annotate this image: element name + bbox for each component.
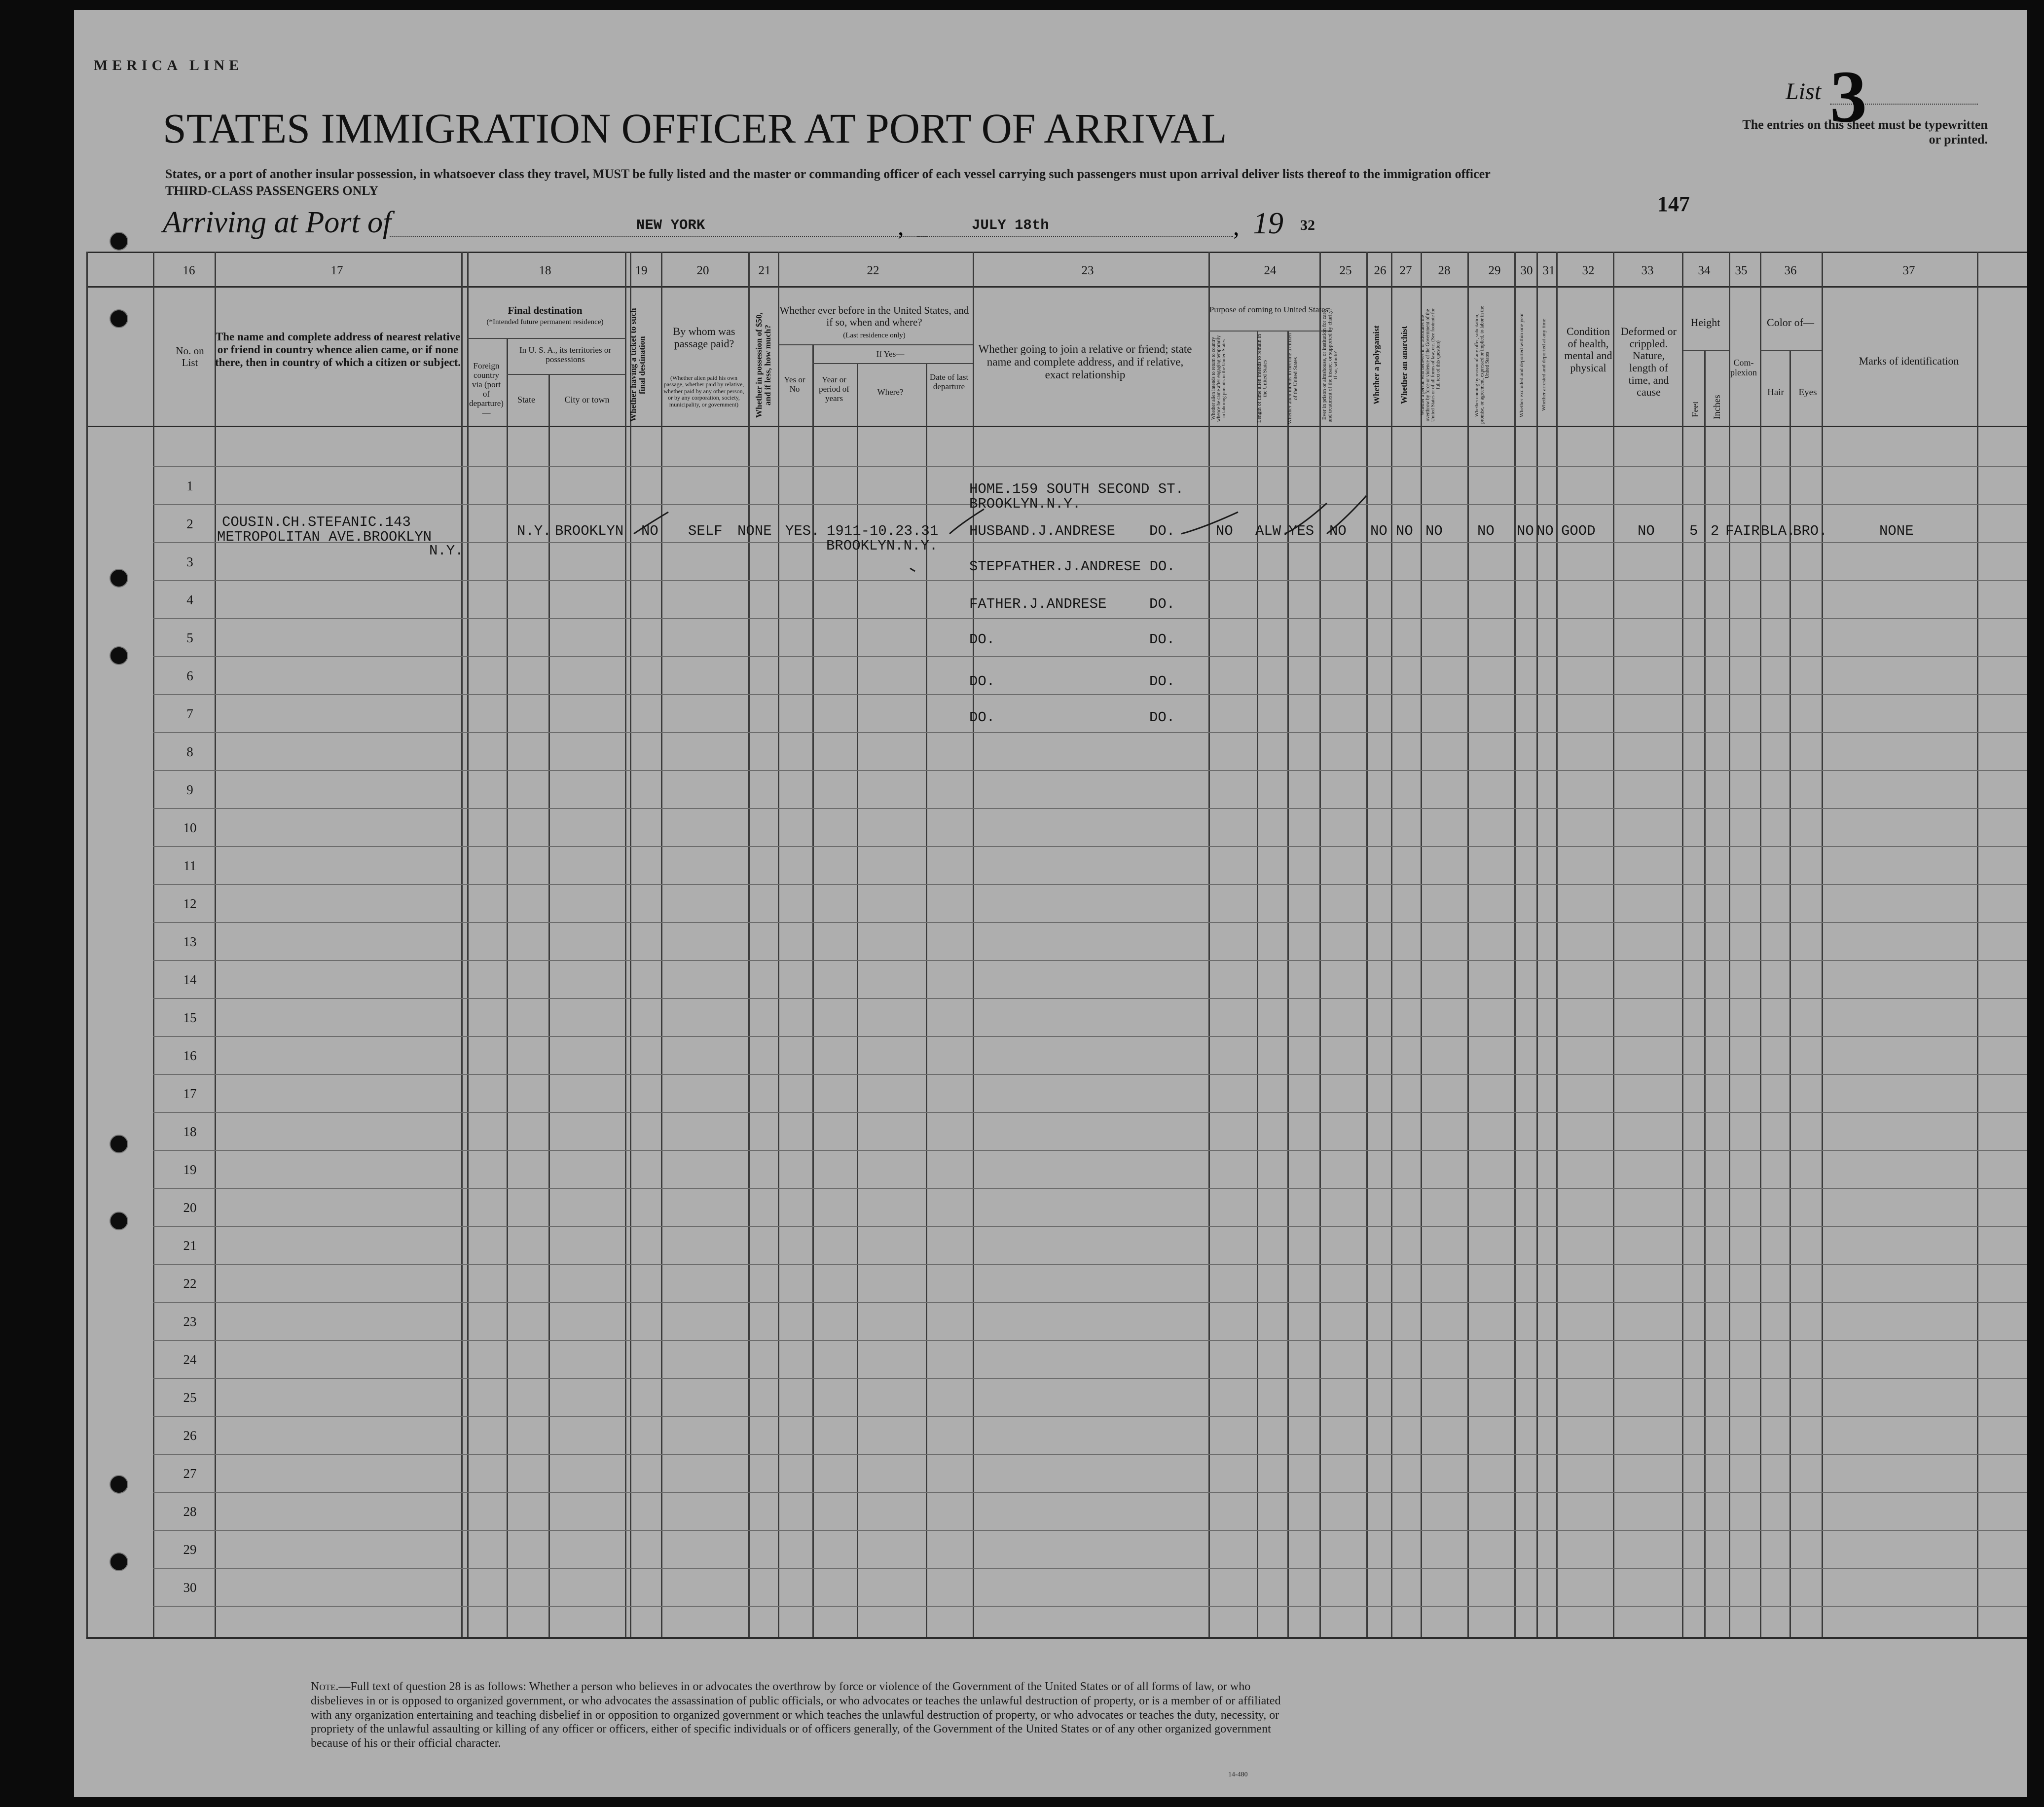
row-number: 7 bbox=[186, 706, 193, 721]
header-inches: Inches bbox=[1712, 395, 1722, 419]
before-in-us-value: YES. bbox=[785, 523, 820, 539]
marks-value: NONE bbox=[1879, 523, 1914, 539]
join-row-7-ditto: DO. bbox=[1149, 709, 1175, 726]
prison-value: NO bbox=[1329, 523, 1347, 539]
destination-state: N.Y. bbox=[517, 523, 551, 539]
colnum-33: 33 bbox=[1641, 264, 1654, 277]
pen-mark bbox=[949, 509, 984, 534]
header-health: Condition of health, mental and physical bbox=[1564, 325, 1612, 374]
header-money: Whether in possession of $50, and if less, how much? bbox=[754, 312, 772, 418]
row-number: 19 bbox=[183, 1162, 197, 1177]
colnum-32: 32 bbox=[1582, 264, 1595, 277]
row-number: 15 bbox=[183, 1010, 197, 1025]
purpose-length-value: ALW. bbox=[1255, 523, 1290, 539]
join-row-6: DO. bbox=[969, 673, 995, 690]
binder-hole bbox=[110, 569, 128, 588]
row-number: 13 bbox=[183, 934, 197, 949]
header-prison: Ever in prison or almshouse, or institution for care and treatment of the insane, or supported by charity? If so, which? bbox=[1321, 308, 1339, 422]
colnum-19: 19 bbox=[635, 264, 648, 277]
arriving-label: Arriving at Port of bbox=[163, 206, 392, 239]
header-no-on-list: No. on List bbox=[176, 345, 204, 369]
colnum-36: 36 bbox=[1784, 264, 1797, 277]
row-number: 20 bbox=[183, 1200, 197, 1215]
header-complexion: Com-plexion bbox=[1730, 358, 1757, 378]
colnum-30: 30 bbox=[1520, 264, 1533, 277]
anarchist-value: NO bbox=[1396, 523, 1413, 539]
header-date-departure: Date of last departure bbox=[929, 372, 969, 392]
footnote bbox=[311, 1680, 1297, 1751]
money-value: NONE bbox=[737, 523, 772, 539]
header-height: Height bbox=[1690, 316, 1720, 329]
colnum-29: 29 bbox=[1488, 264, 1501, 277]
join-row-2: HUSBAND.J.ANDRESE bbox=[969, 523, 1115, 539]
sheet-number: 147 bbox=[1657, 192, 1690, 216]
colnum-25: 25 bbox=[1339, 264, 1352, 277]
hair-value: BLA. bbox=[1761, 523, 1795, 539]
header-ticket: Whether having a ticket to such final destination bbox=[628, 308, 647, 422]
colnum-21: 21 bbox=[758, 264, 771, 277]
header-where: Where? bbox=[877, 387, 904, 397]
header-foreign-country: Foreign country via (port of departure)— bbox=[469, 361, 504, 418]
row-number: 26 bbox=[183, 1428, 197, 1443]
year-prefix: 19 bbox=[1253, 207, 1283, 240]
page-title: STATES IMMIGRATION OFFICER AT PORT OF ARRIVAL bbox=[163, 105, 1227, 152]
header-deformed: Deformed or crippled. Nature, length of time, and cause bbox=[1620, 325, 1677, 399]
header-join-relative: Whether going to join a relative or friend; state name and complete address, and if relative, exact relationship bbox=[978, 343, 1192, 381]
colnum-34: 34 bbox=[1698, 264, 1711, 277]
header-labor-offer: Whether coming by reason of any offer, solicitation, promise, or agreement, expressed or implied, to labor in the United States bbox=[1474, 306, 1490, 424]
join-home-line1: HOME.159 SOUTH SECOND ST. bbox=[969, 481, 1184, 497]
header-in-usa: In U. S. A., its territories or possessions bbox=[519, 345, 612, 365]
row-number: 12 bbox=[183, 896, 197, 911]
join-row-2-ditto: DO. bbox=[1149, 523, 1175, 539]
colnum-17: 17 bbox=[330, 264, 343, 277]
header-year-period: Year or period of years bbox=[819, 375, 849, 404]
colnum-20: 20 bbox=[696, 264, 709, 277]
row-number: 10 bbox=[183, 820, 197, 835]
pen-mark bbox=[1327, 496, 1366, 534]
ticket-value: NO bbox=[641, 523, 658, 539]
purpose-citizen-value: YES bbox=[1288, 523, 1314, 539]
sheet-instruction: The entries on this sheet must be typewritten or printed. bbox=[1742, 117, 1988, 147]
row-number: 23 bbox=[183, 1314, 197, 1329]
row-number: 5 bbox=[186, 630, 193, 645]
binder-hole bbox=[110, 1212, 128, 1230]
subtitle: States, or a port of another insular possession, in whatsoever class they travel, MUST be fully listed and the master or commanding officer of each vessel carrying such passengers must upon arrival deliver lists thereof to the immigration officer bbox=[165, 167, 1491, 181]
header-before-in-us: Whether ever before in the United States, and if so, when and where? bbox=[779, 304, 969, 328]
arrival-date: JULY 18th bbox=[972, 217, 1049, 233]
row-number: 6 bbox=[186, 668, 193, 683]
colnum-26: 26 bbox=[1374, 264, 1387, 277]
row-number: 24 bbox=[183, 1352, 197, 1367]
row-number: 9 bbox=[186, 782, 193, 797]
footnote-text: Full text of question 28 is as follows: Whether a person who believes in or advocates the overthrow by force or violence of the Government of the United States or of all forms of law, or who disbelieves in or is opposed to organized government, or who advocates the assassination of public officials, or who advocates or teaches the unlawful destruction of property, or is a member of or affiliated with any organization entertaining and teaching disbelief in or opposition to organized government or which teaches the unlawful destruction of property, or who advocates or teaches the duty, necessity, or propriety of the unlawful assaulting or killing of any officer or officers, either of specific individuals or of officers generally, of the Government of the United States or of any other organized government because of his or their official character. bbox=[311, 1680, 1281, 1750]
row-number: 8 bbox=[186, 744, 193, 759]
manifest-sheet: MERICA LINE STATES IMMIGRATION OFFICER AT PORT OF ARRIVAL States, or a port of another insular possession, in whatsoever class they travel, MUST be fully listed and the master or commanding officer of each vessel carrying such passengers must upon arrival deliver lists thereof to the immigration officer THIRD-CLASS PASSENGERS ONLY List 3 The entries on this sheet must be typewritten or printed. 147 Arriving at Port of NEW YORK , JULY 18th , 19 32 16 17 18 19 20 21 22 23 24 25 26 27 28 29 30 31 32 33 34 35 36 37 No. on List The name and complete address of nearest relative or friend in country whence alien came, or if none there, then in country of which a citizen or subject. Final destination (*Intended future permanent residence) Foreign country via (port of departure)— In U. S. A., its territories or possessions State City or town Whether having a ticket to such final destination By whom was passage paid? (Whether alien paid his own passage, whether paid by relative, whether paid by any other person, or by any corporation, society, municipality, or government) Whether in possession of $50, and if less, how much? Whether ever before in the United States, and if so, when and where? (Last residence only) If Yes— Yes or No Year or period of years Where? Date of last departure Whether going to join a relative or friend; state name and complete address, and if relative, exact relationship Purpose of coming to United States Whether alien intends to return to country whence he came after engaging temporarily in laboring pursuits in the United States Length of time alien intends to remain in the United States Whether alien intends to become a citizen of the United States Ever in prison or almshouse, or institution for care and treatment of the insane, or supported by charity? If so, which? Whether a polygamist Whether an anarchist Whether a person who believes in or advocates the overthrow by force or violence of the Government of the United States or of all forms of law, etc. (See footnote for full text of this question) Whether coming by reason of any offer, solicitation, promise, or agreement, expressed or implied, to labor in the United States Whether excluded and deported within one year Whether arrested and deported at any time Condition of health, mental and physical Deformed or crippled. Nature, length of time, and cause Height Feet Inches Com-plexion Color of— Hair Eyes Marks of identification 1 2 3 4 5 6 7 8 9 10 11 12 13 14 15 16 17 18 19 20 21 22 23 24 25 26 27 28 29 30 COUSIN.CH.STEFANIC.143 METROPOLITAN AVE.BROOKLYN N.Y. N.Y. BROOKLYN NO SELF NONE YES. 1911-10.23.31 BROOKLYN.N.Y. HOME.159 SOUTH SECOND ST. BROOKLYN.N.Y. HUSBAND.J.ANDRESE DO. STEPFATHER.J.ANDRESE DO. FATHER.J.ANDRESE DO. DO. DO. DO. DO. DO. DO. NO ALW. YES NO NO NO NO NO NO NO GOOD NO 5 2 FAIR BLA. BRO. NONE Note.—Full text of question 28 is as follows: Whether a person who believes in or advocates the overthrow by force or violence of the Government of the United States or of all forms of law, or who disbelieves in or is opposed to organized government, or who advocates the assassination of public officials, or who advocates or teaches the unlawful destruction of property, or is a member of or affiliated with any organization entertaining and teaching disbelief in or opposition to organized government or which teaches the unlawful destruction of property, or who advocates or teaches the duty, necessity, or propriety of the unlawful assaulting or killing of any officer or officers, either of specific individuals or of officers generally, of the Government of the United States or of any other organized government because of his or their official character. 14-480 bbox=[74, 10, 2027, 1797]
list-label: List bbox=[1786, 78, 1822, 105]
purpose-return-value: NO bbox=[1216, 523, 1233, 539]
join-row-4: FATHER.J.ANDRESE bbox=[969, 596, 1107, 612]
row-number: 27 bbox=[183, 1466, 197, 1481]
header-eyes: Eyes bbox=[1798, 387, 1817, 398]
row-number: 11 bbox=[183, 858, 196, 873]
polygamist-value: NO bbox=[1370, 523, 1387, 539]
deformed-value: NO bbox=[1638, 523, 1655, 539]
header-yes-no: Yes or No bbox=[784, 375, 805, 394]
colnum-22: 22 bbox=[867, 264, 879, 277]
colnum-24: 24 bbox=[1264, 264, 1277, 277]
header-marks: Marks of identification bbox=[1859, 355, 1959, 367]
header-overthrow: Whether a person who believes in or advocates the overthrow by force or violence of the Government of the United States or of all forms of law, etc. (See footnote for full text of this question) bbox=[1420, 308, 1441, 422]
line-name: MERICA LINE bbox=[94, 57, 244, 74]
row-number: 2 bbox=[186, 516, 193, 531]
row-number: 21 bbox=[183, 1238, 197, 1253]
relative-address-line2: METROPOLITAN AVE.BROOKLYN bbox=[217, 529, 432, 545]
join-row-3: STEPFATHER.J.ANDRESE DO. bbox=[969, 558, 1175, 575]
join-row-5: DO. bbox=[969, 631, 995, 648]
header-city: City or town bbox=[564, 395, 610, 405]
arrested-value: NO bbox=[1536, 523, 1554, 539]
row-number: 22 bbox=[183, 1276, 197, 1291]
header-polygamist: Whether a polygamist bbox=[1372, 325, 1381, 405]
where-value: BROOKLYN.N.Y. bbox=[826, 538, 938, 554]
overthrow-value: NO bbox=[1425, 523, 1443, 539]
row-number: 14 bbox=[183, 972, 197, 987]
header-hair: Hair bbox=[1767, 387, 1784, 398]
height-feet-value: 5 bbox=[1689, 523, 1698, 539]
binder-hole bbox=[110, 1552, 128, 1571]
header-purpose-return: Whether alien intends to return to country whence he came after engaging temporarily in laboring pursuits in the United States bbox=[1211, 335, 1227, 422]
class-note: THIRD-CLASS PASSENGERS ONLY bbox=[165, 184, 379, 198]
header-feet: Feet bbox=[1690, 401, 1701, 418]
pen-mark bbox=[1285, 503, 1327, 534]
binder-hole bbox=[110, 309, 128, 328]
port: NEW YORK bbox=[636, 217, 705, 233]
join-row-5-ditto: DO. bbox=[1149, 631, 1175, 648]
pen-marks bbox=[74, 10, 2027, 1797]
header-excluded: Whether excluded and deported within one year bbox=[1519, 313, 1525, 417]
excluded-value: NO bbox=[1517, 523, 1534, 539]
complexion-value: FAIR bbox=[1725, 523, 1760, 539]
row-number: 25 bbox=[183, 1390, 197, 1405]
eyes-value: BRO. bbox=[1793, 523, 1827, 539]
destination-city: BROOKLYN bbox=[555, 523, 624, 539]
pen-mark bbox=[1181, 512, 1238, 534]
relative-address-line3: N.Y. bbox=[429, 543, 464, 559]
pen-mark bbox=[634, 512, 668, 534]
colnum-16: 16 bbox=[182, 264, 195, 277]
colnum-28: 28 bbox=[1438, 264, 1451, 277]
colnum-31: 31 bbox=[1542, 264, 1555, 277]
labor-offer-value: NO bbox=[1477, 523, 1495, 539]
passage-paid-value: SELF bbox=[688, 523, 723, 539]
header-final-destination-sub: (*Intended future permanent residence) bbox=[486, 318, 604, 326]
header-arrested: Whether arrested and deported at any time bbox=[1541, 319, 1547, 411]
header-if-yes: If Yes— bbox=[876, 349, 905, 359]
header-passage-paid: By whom was passage paid? bbox=[673, 325, 735, 350]
header-purpose-citizen: Whether alien intends to become a citizen of the United States bbox=[1287, 333, 1299, 424]
colnum-23: 23 bbox=[1081, 264, 1094, 277]
join-row-4-ditto: DO. bbox=[1149, 596, 1175, 612]
header-nearest-relative: The name and complete address of nearest relative or friend in country whence alien came, or if none there, then in country of which a citizen or subject. bbox=[215, 331, 461, 369]
years-value: 1911-10.23.31 bbox=[827, 523, 939, 539]
row-number: 16 bbox=[183, 1048, 197, 1063]
colnum-27: 27 bbox=[1399, 264, 1412, 277]
colnum-18: 18 bbox=[539, 264, 551, 277]
header-purpose-length: Length of time alien intends to remain in the United States bbox=[1256, 334, 1268, 423]
colnum-35: 35 bbox=[1735, 264, 1748, 277]
binder-hole bbox=[110, 1475, 128, 1494]
header-color-of: Color of— bbox=[1767, 316, 1814, 329]
join-row-7: DO. bbox=[969, 709, 995, 726]
header-anarchist: Whether an anarchist bbox=[1399, 326, 1409, 405]
binder-hole bbox=[110, 1135, 128, 1153]
health-value: GOOD bbox=[1561, 523, 1596, 539]
row-number: 28 bbox=[183, 1504, 197, 1519]
row-number: 29 bbox=[183, 1542, 197, 1557]
header-state: State bbox=[517, 395, 535, 405]
row-number: 3 bbox=[186, 554, 193, 569]
row-number: 17 bbox=[183, 1086, 197, 1101]
binder-hole bbox=[110, 646, 128, 665]
height-inches-value: 2 bbox=[1711, 523, 1719, 539]
relative-address-line1: COUSIN.CH.STEFANIC.143 bbox=[222, 514, 411, 530]
colnum-37: 37 bbox=[1902, 264, 1915, 277]
header-purpose: Purpose of coming to United States bbox=[1209, 305, 1329, 314]
join-row-6-ditto: DO. bbox=[1149, 673, 1175, 690]
header-before-in-us-sub: (Last residence only) bbox=[843, 332, 906, 339]
form-reference: 14-480 bbox=[1228, 1771, 1248, 1778]
join-home-line2: BROOKLYN.N.Y. bbox=[969, 496, 1081, 512]
binder-hole bbox=[110, 232, 128, 251]
pen-mark bbox=[910, 568, 915, 571]
row-number: 30 bbox=[183, 1580, 197, 1595]
row-number: 18 bbox=[183, 1124, 197, 1139]
header-final-destination: Final destination bbox=[508, 304, 583, 316]
row-number: 4 bbox=[186, 592, 193, 607]
year-suffix: 32 bbox=[1300, 217, 1315, 233]
footnote-label: Note.— bbox=[311, 1680, 351, 1693]
row-number: 1 bbox=[186, 479, 193, 493]
list-number: 3 bbox=[1830, 56, 1867, 138]
header-passage-paid-sub: (Whether alien paid his own passage, whether paid by relative, whether paid by any other person, or by any corporation, society, municipality, or government) bbox=[663, 374, 744, 408]
